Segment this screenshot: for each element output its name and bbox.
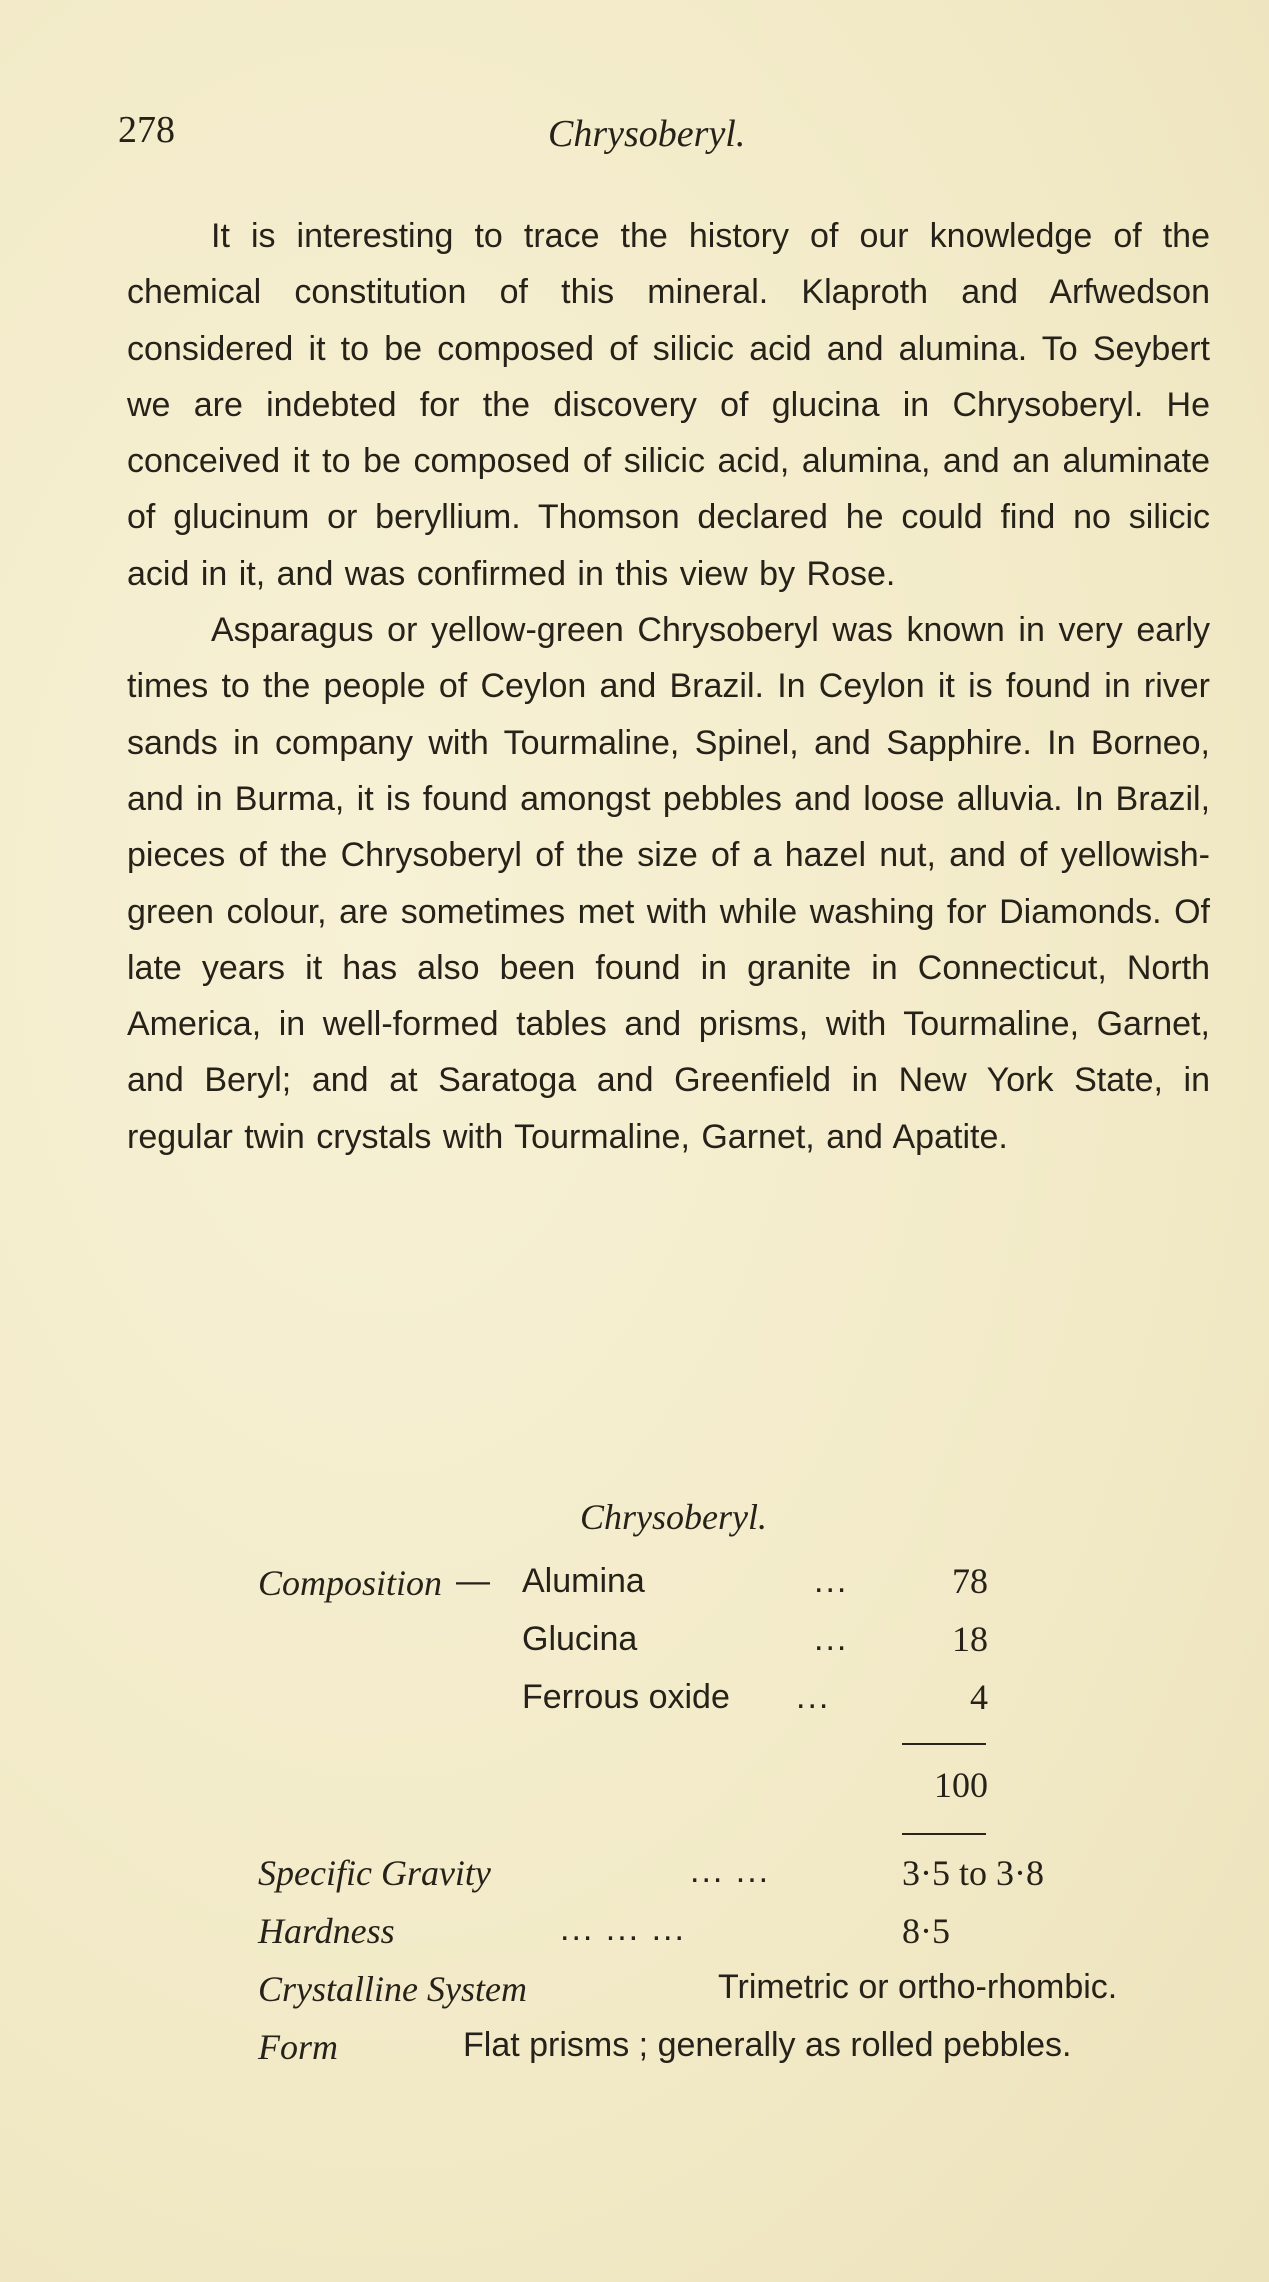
component-value: 18 bbox=[952, 1619, 988, 1659]
text-line: Rose. bbox=[806, 554, 896, 593]
text-line: Burma, it is found amongst pebbles and loose alluvia. In bbox=[234, 779, 1104, 818]
composition-label: Composition bbox=[258, 1563, 443, 1603]
text-line: and Beryl; and at Saratoga and Greenfield in New York bbox=[127, 1061, 1054, 1100]
specific-gravity-label: Specific Gravity bbox=[258, 1853, 491, 1893]
leader-dots: ... bbox=[796, 1678, 831, 1716]
text-line: Tourmaline, Spinel, and Sapphire. In Borneo, and in bbox=[127, 723, 1211, 818]
text-line: glucinum or beryllium. Thomson declared he could find bbox=[173, 498, 1056, 537]
text-line: well-formed tables and prisms, with Tourmaline, Garnet, bbox=[322, 1005, 1210, 1044]
hardness-value: 8·5 bbox=[902, 1911, 950, 1951]
total-rule bbox=[902, 1833, 986, 1835]
composition-dash: — bbox=[456, 1562, 490, 1600]
specific-gravity-value: 3·5 to 3·8 bbox=[902, 1853, 1044, 1893]
component-name: Glucina bbox=[522, 1620, 638, 1658]
leader-dots: ... ... bbox=[690, 1852, 771, 1890]
leader-dots: ... bbox=[814, 1562, 849, 1600]
leader-dots: ... bbox=[814, 1620, 849, 1658]
running-head: Chrysoberyl. bbox=[548, 113, 746, 155]
text-line: State, in regular twin crystals with Tourmaline, Garnet, bbox=[127, 1061, 1211, 1156]
body-text bbox=[127, 208, 1210, 1165]
text-line: and Arfwedson considered it to be composed of silicic bbox=[127, 273, 1210, 368]
leader-dots: ... ... ... bbox=[560, 1910, 686, 1948]
page-number: 278 bbox=[118, 109, 175, 151]
paragraph-occurrence bbox=[127, 602, 1210, 1165]
paragraph-chemical-history bbox=[127, 208, 1210, 602]
text-line: in very early times to the people of Ceylon and Brazil. bbox=[127, 611, 1211, 706]
form-value: Flat prisms ; generally as rolled pebbles. bbox=[463, 2026, 1072, 2064]
component-value: 4 bbox=[970, 1677, 988, 1717]
text-line: been found in granite in Connecticut, North America, in bbox=[127, 948, 1211, 1044]
hardness-label: Hardness bbox=[258, 1911, 395, 1951]
text-line: Brazil, pieces of the Chrysoberyl of the size of a hazel nut, bbox=[127, 779, 1211, 875]
form-label: Form bbox=[258, 2027, 338, 2067]
crystalline-system-value: Trimetric or ortho-rhombic. bbox=[718, 1968, 1118, 2006]
component-name: Alumina bbox=[522, 1562, 645, 1600]
text-line: In Ceylon it is found in river sands in company with bbox=[127, 667, 1210, 762]
text-line: acid and alumina. To Seybert we are indebted for the bbox=[127, 329, 1210, 424]
text-line: Asparagus or yellow-green Chrysoberyl was known bbox=[211, 611, 1005, 650]
crystalline-system-label: Crystalline System bbox=[258, 1969, 527, 2009]
composition-total: 100 bbox=[934, 1765, 988, 1805]
text-line: and of yellowish-green colour, are sometimes met with bbox=[127, 836, 1210, 931]
sum-rule bbox=[902, 1743, 986, 1745]
text-line: no silicic acid in it, and was confirmed in this view by bbox=[127, 498, 1210, 593]
text-line: and Apatite. bbox=[826, 1117, 1008, 1156]
component-value: 78 bbox=[952, 1561, 988, 1601]
text-line: while washing for Diamonds. Of late years it has also bbox=[127, 892, 1210, 987]
text-line: It is interesting to trace the history of our knowledge bbox=[211, 217, 1093, 255]
table-heading: Chrysoberyl. bbox=[580, 1497, 767, 1537]
text-line: be composed of silicic acid, alumina, and an aluminate of bbox=[127, 442, 1210, 537]
text-line: of the chemical constitution of this mineral. Klaproth bbox=[127, 217, 1210, 312]
component-name: Ferrous oxide bbox=[522, 1678, 730, 1716]
text-line: discovery of glucina in Chrysoberyl. He conceived it to bbox=[127, 385, 1210, 481]
